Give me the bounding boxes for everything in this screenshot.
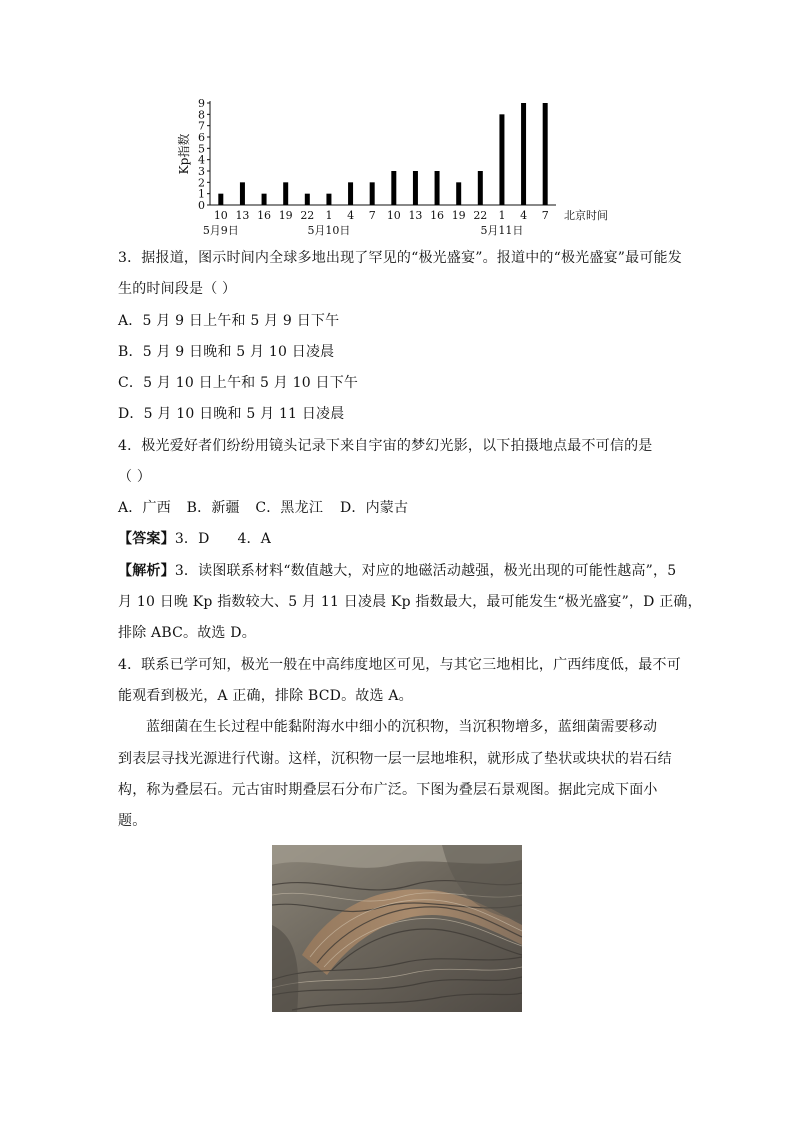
- passage-line2: 到表层寻找光源进行代谢。这样，沉积物一层一层地堆积，就形成了垫状或块状的岩石结: [118, 751, 672, 767]
- question-4-option-a: A．广西: [118, 500, 171, 516]
- bar: [435, 171, 440, 205]
- y-tick-label: 3: [198, 165, 205, 178]
- bar: [413, 171, 418, 205]
- y-tick-label: 1: [198, 187, 205, 201]
- question-4-stem-line2: （ ）: [118, 469, 152, 485]
- bar: [499, 114, 504, 205]
- x-tick-label: 1: [325, 209, 333, 222]
- x-tick-label: 16: [257, 209, 272, 222]
- bar: [305, 194, 310, 205]
- bar: [521, 103, 526, 205]
- analysis-line4: 4．联系已学可知，极光一般在中高纬度地区可见，与其它三地相比，广西纬度低，最不可: [118, 657, 681, 673]
- x-tick-label: 7: [541, 209, 549, 222]
- bar: [283, 182, 288, 205]
- x-tick-label: 19: [451, 209, 466, 222]
- bar: [391, 171, 396, 205]
- analysis-line1: [118, 561, 676, 581]
- x-tick-label: 16: [430, 209, 445, 222]
- y-tick-label: 4: [198, 153, 205, 167]
- bar: [218, 194, 223, 205]
- date-label: 5月11日: [480, 224, 524, 237]
- passage-line4: 题。: [118, 813, 147, 829]
- bar: [240, 182, 245, 205]
- passage-line1: 蓝细菌在生长过程中能黏附海水中细小的沉积物，当沉积物增多，蓝细菌需要移动: [146, 719, 658, 735]
- x-tick-label: 10: [213, 209, 228, 222]
- bar: [348, 182, 353, 205]
- bar: [456, 182, 461, 205]
- y-tick-label: 0: [198, 199, 205, 212]
- y-tick-label: 8: [198, 108, 205, 122]
- y-axis-label: Kp指数: [177, 133, 191, 175]
- bar: [262, 194, 267, 205]
- analysis-label: 【解析】: [118, 563, 175, 579]
- x-tick-label: 13: [235, 209, 250, 222]
- x-tick-label: 4: [520, 209, 528, 222]
- bar: [543, 103, 548, 205]
- x-tick-label: 13: [408, 209, 423, 222]
- passage-line3: 构，称为叠层石。元古宙时期叠层石分布广泛。下图为叠层石景观图。据此完成下面小: [118, 782, 658, 798]
- question-4-options: [118, 498, 408, 518]
- question-4-stem-line1: 4．极光爱好者们纷纷用镜头记录下来自宇宙的梦幻光影，以下拍摄地点最不可信的是: [118, 438, 653, 454]
- question-4-option-d: D．内蒙古: [339, 500, 409, 516]
- answer-label: 【答案】: [118, 531, 175, 547]
- question-4-option-c: C．黑龙江: [255, 500, 324, 516]
- y-tick-label: 9: [198, 97, 205, 110]
- question-3-stem-line1: 3．据报道，图示时间内全球多地出现了罕见的“极光盛宴”。报道中的“极光盛宴”最可能发: [118, 250, 682, 266]
- y-tick-label: 2: [198, 176, 205, 190]
- date-label: 5月10日: [307, 224, 351, 237]
- question-3-stem-line2: 生的时间段是（ ）: [118, 281, 237, 297]
- stromatolite-photo: [272, 845, 522, 1012]
- analysis-text-1: 3．读图联系材料“数值越大，对应的地磁活动越强，极光出现的可能性越高”，5: [174, 563, 677, 579]
- x-tick-label: 19: [278, 209, 293, 222]
- x-tick-label: 4: [347, 209, 355, 222]
- analysis-line3: 排除 ABC。故选 D。: [118, 625, 256, 641]
- bar: [370, 182, 375, 205]
- bar: [478, 171, 483, 205]
- y-tick-label: 6: [198, 131, 205, 144]
- x-tick-label: 22: [473, 209, 488, 222]
- answer-text: 3．D 4．A: [174, 531, 272, 547]
- x-tick-label: 7: [368, 209, 376, 222]
- question-4-option-b: B．新疆: [186, 500, 240, 516]
- question-3-option-b: B．5 月 9 日晚和 5 月 10 日凌晨: [118, 344, 335, 360]
- kp-index-bar-chart: [168, 92, 628, 237]
- y-tick-label: 5: [198, 142, 205, 156]
- x-tick-label: 1: [498, 209, 506, 222]
- x-tick-label: 22: [300, 209, 315, 222]
- x-axis-label: 北京时间: [564, 209, 608, 222]
- analysis-line5: 能观看到极光，A 正确，排除 BCD。故选 A。: [118, 688, 413, 704]
- question-3-option-c: C．5 月 10 日上午和 5 月 10 日下午: [118, 375, 359, 391]
- answer-line: [118, 529, 271, 549]
- date-label: 5月9日: [202, 224, 239, 237]
- analysis-line2: 月 10 日晚 Kp 指数较大、5 月 11 日凌晨 Kp 指数最大，最可能发生“极光盛宴”，D 正确，: [118, 594, 702, 610]
- y-tick-label: 7: [198, 119, 205, 133]
- bar: [326, 194, 331, 205]
- x-tick-label: 10: [386, 209, 401, 222]
- question-3-option-a: A．5 月 9 日上午和 5 月 9 日下午: [118, 313, 340, 329]
- question-3-option-d: D．5 月 10 日晚和 5 月 11 日凌晨: [118, 406, 345, 422]
